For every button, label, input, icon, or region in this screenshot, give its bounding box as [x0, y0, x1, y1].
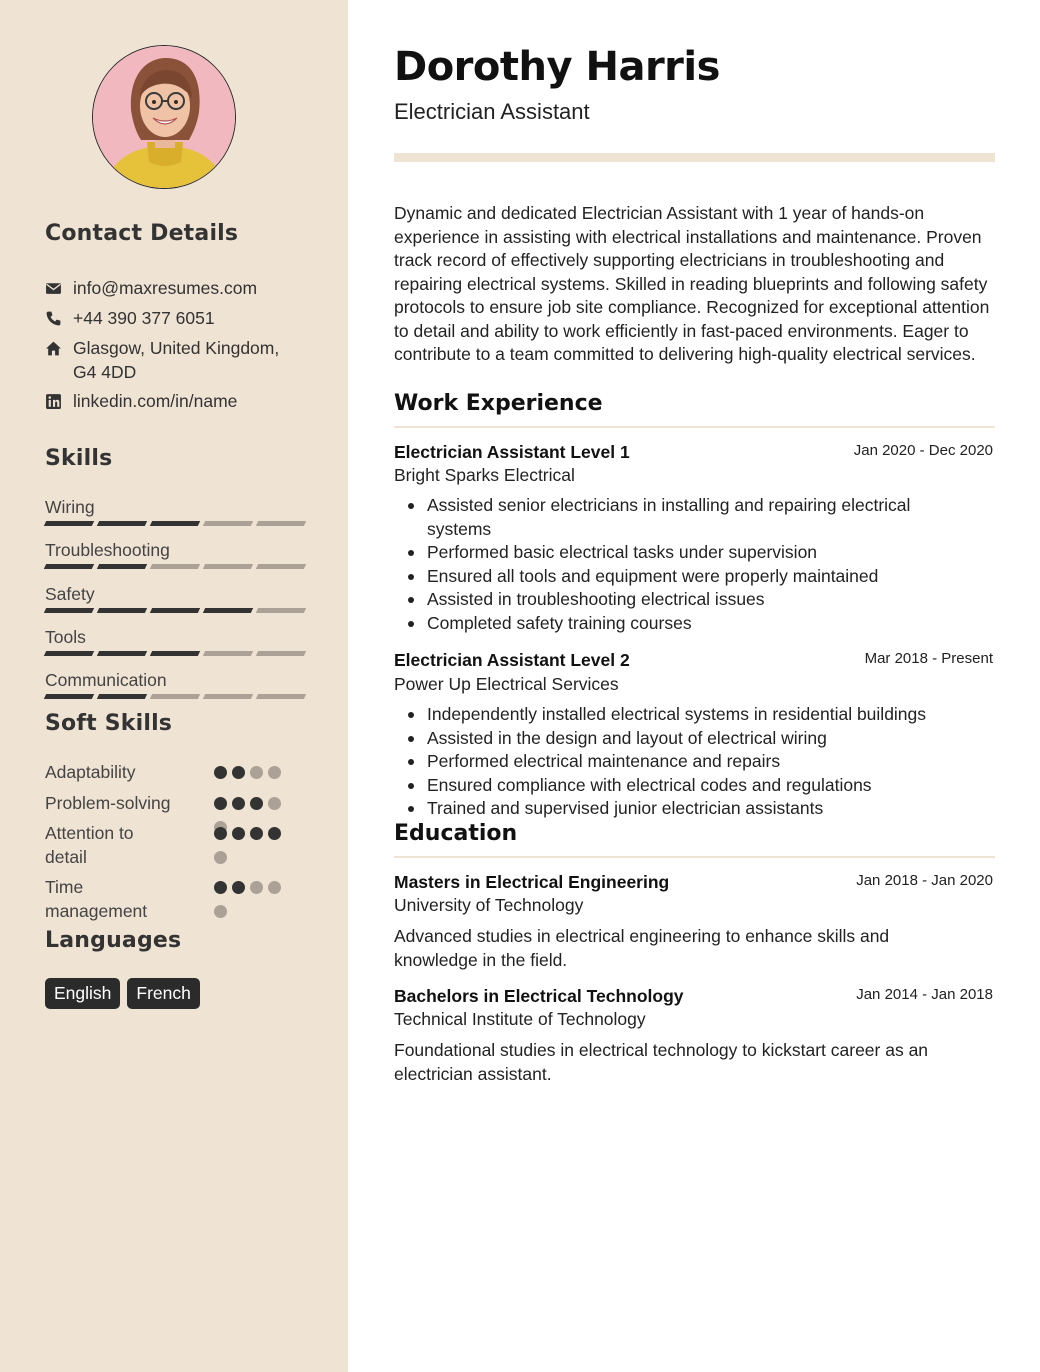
rating-dot-filled — [250, 827, 263, 840]
skill-segment-empty — [150, 564, 200, 569]
skill-segment-filled — [150, 651, 200, 656]
skill-level-bar — [45, 521, 305, 526]
skill-name: Troubleshooting — [45, 540, 170, 560]
avatar-portrait-icon — [93, 46, 236, 189]
skill-segment-filled — [97, 694, 147, 699]
contact-address — [45, 336, 305, 384]
skill-segment-empty — [256, 651, 306, 656]
job-title: Electrician Assistant — [394, 99, 590, 124]
section-divider — [394, 426, 995, 428]
degree-title: Masters in Electrical Engineering — [394, 872, 670, 892]
skill-segment-filled — [150, 608, 200, 613]
skill-item — [45, 539, 305, 561]
rating-dot-empty — [250, 881, 263, 894]
job-bullets — [394, 494, 954, 635]
rating-dot-empty — [268, 881, 281, 894]
rating-dot-empty — [268, 766, 281, 779]
soft-skill-name: Adaptability — [45, 762, 136, 782]
contact-heading: Contact Details — [45, 221, 239, 246]
skill-level-bar — [45, 564, 305, 569]
language-badge: French — [127, 978, 199, 1009]
rating-dot-filled — [232, 797, 245, 810]
education-heading: Education — [394, 821, 518, 846]
skill-segment-empty — [256, 694, 306, 699]
skill-segment-filled — [44, 564, 94, 569]
skill-segment-empty — [203, 564, 253, 569]
work-heading: Work Experience — [394, 391, 603, 416]
language-badge: English — [45, 978, 120, 1009]
degree-description: Advanced studies in electrical engineering to enhance skills and knowledge in the field. — [394, 926, 890, 970]
list-item: Completed safety training courses — [394, 612, 954, 636]
contact-email[interactable] — [45, 276, 305, 300]
job-title-entry: Electrician Assistant Level 2 — [394, 650, 630, 670]
job-dates: Jan 2020 - Dec 2020 — [853, 442, 993, 459]
degree-institution: Technical Institute of Technology — [394, 1009, 646, 1029]
skill-level-bar — [45, 608, 305, 613]
list-item: Ensured compliance with electrical codes and regulations — [394, 774, 954, 798]
soft-skill-name: Attention to detail — [45, 823, 134, 867]
contact-linkedin-text: linkedin.com/in/name — [73, 391, 238, 411]
skill-name: Tools — [45, 627, 86, 647]
degree-dates: Jan 2014 - Jan 2018 — [856, 986, 993, 1003]
list-item: Performed electrical maintenance and repairs — [394, 750, 954, 774]
soft-skill-name: Time management — [45, 877, 148, 921]
list-item: Assisted senior electricians in installing and repairing electrical systems — [394, 494, 954, 541]
envelope-icon — [45, 276, 73, 300]
skill-item — [45, 669, 305, 691]
section-divider — [394, 856, 995, 858]
skill-segment-filled — [44, 608, 94, 613]
contact-linkedin[interactable] — [45, 389, 305, 413]
skill-level-bar — [45, 694, 305, 699]
skill-item — [45, 583, 305, 605]
skill-item — [45, 496, 305, 518]
list-item: Ensured all tools and equipment were properly maintained — [394, 565, 954, 589]
rating-dot-filled — [250, 797, 263, 810]
rating-dot-filled — [232, 766, 245, 779]
skill-segment-filled — [97, 564, 147, 569]
skill-segment-empty — [203, 651, 253, 656]
skill-segment-empty — [203, 521, 253, 526]
rating-dot-filled — [214, 827, 227, 840]
contact-email-text: info@maxresumes.com — [73, 278, 258, 298]
degree-title: Bachelors in Electrical Technology — [394, 986, 684, 1006]
rating-dot-filled — [232, 881, 245, 894]
rating-dot-empty — [250, 766, 263, 779]
soft-skill-rating — [214, 766, 294, 779]
rating-dot-filled — [268, 827, 281, 840]
skill-segment-empty — [256, 521, 306, 526]
sidebar — [0, 0, 348, 1372]
soft-skills-heading: Soft Skills — [45, 711, 173, 736]
rating-dot-filled — [214, 797, 227, 810]
degree-institution: University of Technology — [394, 895, 584, 915]
skill-segment-filled — [97, 521, 147, 526]
contact-address-text: Glasgow, United Kingdom, G4 4DD — [73, 338, 280, 382]
skill-segment-empty — [203, 694, 253, 699]
rating-dot-empty — [214, 905, 227, 918]
avatar — [92, 45, 236, 189]
skill-segment-filled — [44, 651, 94, 656]
candidate-name: Dorothy Harris — [394, 44, 720, 90]
skills-heading: Skills — [45, 446, 113, 471]
list-item: Trained and supervised junior electrician assistants — [394, 797, 954, 821]
skill-item — [45, 626, 305, 648]
skill-segment-filled — [44, 694, 94, 699]
rating-dot-empty — [268, 797, 281, 810]
skill-segment-empty — [150, 694, 200, 699]
skill-segment-filled — [97, 608, 147, 613]
list-item: Assisted in the design and layout of electrical wiring — [394, 727, 954, 751]
accent-divider — [394, 153, 995, 162]
job-bullets — [394, 703, 954, 821]
list-item: Independently installed electrical systems in residential buildings — [394, 703, 954, 727]
main-content — [348, 0, 1040, 1372]
job-title-entry: Electrician Assistant Level 1 — [394, 442, 630, 462]
phone-icon — [45, 306, 73, 330]
job-company: Power Up Electrical Services — [394, 674, 619, 694]
job-dates: Mar 2018 - Present — [864, 650, 993, 667]
soft-skill-rating — [214, 827, 294, 864]
soft-skill-rating — [214, 881, 294, 918]
skill-segment-filled — [203, 608, 253, 613]
soft-skill-name: Problem-solving — [45, 793, 171, 813]
list-item: Assisted in troubleshooting electrical issues — [394, 588, 954, 612]
skill-level-bar — [45, 651, 305, 656]
skill-name: Safety — [45, 584, 95, 604]
languages-heading: Languages — [45, 928, 182, 953]
degree-description: Foundational studies in electrical technology to kickstart career as an electrician assistant. — [394, 1040, 929, 1084]
profile-summary: Dynamic and dedicated Electrician Assistant with 1 year of hands-on experience in assisting with electrical installations and maintenance. Proven track record of effectively supporting electricians in troubleshooting and repairing electrical systems. Skilled in reading blueprints and following safety protocols to ensure job site compliance. Recognized for exceptional attention to detail and ability to work efficiently in fast-paced environments. Eager to contribute to a team committed to delivering high-quality electrical services. — [394, 203, 990, 364]
skill-segment-empty — [256, 564, 306, 569]
job-company: Bright Sparks Electrical — [394, 465, 575, 485]
rating-dot-filled — [214, 881, 227, 894]
skill-name: Wiring — [45, 497, 95, 517]
skill-segment-filled — [97, 651, 147, 656]
rating-dot-filled — [232, 827, 245, 840]
rating-dot-empty — [214, 851, 227, 864]
list-item: Performed basic electrical tasks under supervision — [394, 541, 954, 565]
skill-name: Communication — [45, 670, 167, 690]
skill-segment-filled — [150, 521, 200, 526]
contact-phone-text: +44 390 377 6051 — [73, 308, 215, 328]
skill-segment-empty — [256, 608, 306, 613]
linkedin-icon — [45, 389, 73, 413]
languages-list — [45, 978, 200, 1009]
contact-phone[interactable] — [45, 306, 305, 330]
home-icon — [45, 336, 73, 360]
skill-segment-filled — [44, 521, 94, 526]
degree-dates: Jan 2018 - Jan 2020 — [856, 872, 993, 889]
rating-dot-filled — [214, 766, 227, 779]
